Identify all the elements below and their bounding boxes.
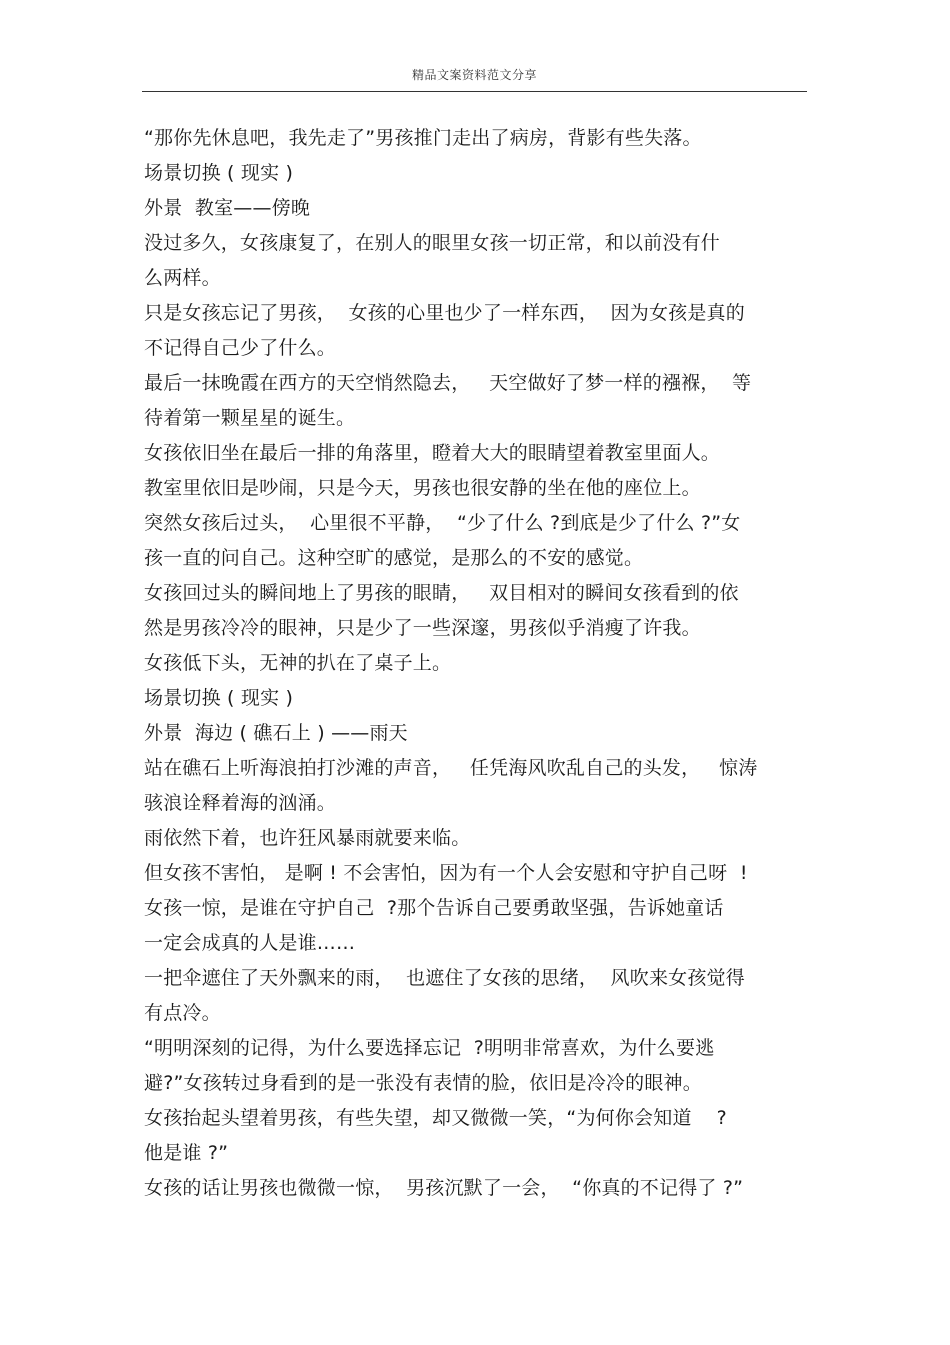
text-line: “那你先休息吧，我先走了”男孩推门走出了病房，背影有些失落。	[144, 127, 702, 149]
page-header: 精品文案资料范文分享	[411, 68, 537, 82]
text-line: 么两样。	[144, 267, 221, 289]
text-line: 他是谁 ?”	[144, 1142, 229, 1164]
text-line: 没过多久，女孩康复了，在别人的眼里女孩一切正常，和以前没有什	[144, 232, 721, 254]
text-line: 一定会成真的人是谁……	[144, 932, 356, 954]
text-line: 但女孩不害怕， 是啊 ! 不会害怕，因为有一个人会安慰和守护自己呀 !	[144, 862, 748, 884]
text-line: 然是男孩冷冷的眼神，只是少了一些深邃，男孩似乎消瘦了许我。	[144, 617, 701, 639]
text-line: 突然女孩后过头， 心里很不平静， “少了什么 ?到底是少了什么 ?”女	[144, 512, 741, 534]
text-line: 站在礁石上听海浪拍打沙滩的声音， 任凭海风吹乱自己的头发， 惊涛	[144, 757, 758, 779]
text-line: 最后一抹晚霞在西方的天空悄然隐去， 天空做好了梦一样的襁褓， 等	[144, 372, 752, 394]
document-body	[144, 121, 808, 1206]
text-line: 女孩一惊，是谁在守护自己 ?那个告诉自己要勇敢坚强，告诉她童话	[144, 897, 724, 919]
text-line: 外景 教室——傍晚	[144, 197, 311, 219]
header-divider	[142, 91, 807, 92]
text-line: 只是女孩忘记了男孩， 女孩的心里也少了一样东西， 因为女孩是真的	[144, 302, 745, 324]
text-line: 孩一直的问自己。这种空旷的感觉，是那么的不安的感觉。	[144, 547, 644, 569]
text-line: 雨依然下着，也许狂风暴雨就要来临。	[144, 827, 471, 849]
text-line: 教室里依旧是吵闹，只是今天，男孩也很安静的坐在他的座位上。	[144, 477, 701, 499]
text-line: 骇浪诠释着海的汹涌。	[144, 792, 337, 814]
text-line: 避?”女孩转过身看到的是一张没有表情的脸，依旧是冷冷的眼神。	[144, 1072, 702, 1094]
text-line: 场景切换 ( 现实 )	[144, 162, 294, 184]
text-line: 一把伞遮住了天外飘来的雨， 也遮住了女孩的思绪， 风吹来女孩觉得	[144, 967, 745, 989]
text-line: 外景 海边 ( 礁石上 ) ——雨天	[144, 722, 408, 744]
text-line: 女孩依旧坐在最后一排的角落里，瞪着大大的眼睛望着教室里面人。	[144, 442, 721, 464]
text-line: 女孩低下头，无神的扒在了桌子上。	[144, 652, 452, 674]
text-line: 女孩抬起头望着男孩，有些失望，却又微微一笑，“为何你会知道 ?	[144, 1107, 727, 1129]
text-line: 场景切换 ( 现实 )	[144, 687, 294, 709]
text-line: “明明深刻的记得，为什么要选择忘记 ?明明非常喜欢，为什么要逃	[144, 1037, 715, 1059]
text-line: 女孩回过头的瞬间地上了男孩的眼睛， 双目相对的瞬间女孩看到的依	[144, 582, 739, 604]
text-line: 有点冷。	[144, 1002, 221, 1024]
text-line: 女孩的话让男孩也微微一惊， 男孩沉默了一会， “你真的不记得了 ?”	[144, 1177, 744, 1199]
text-line: 不记得自己少了什么。	[144, 337, 337, 359]
text-line: 待着第一颗星星的诞生。	[144, 407, 356, 429]
